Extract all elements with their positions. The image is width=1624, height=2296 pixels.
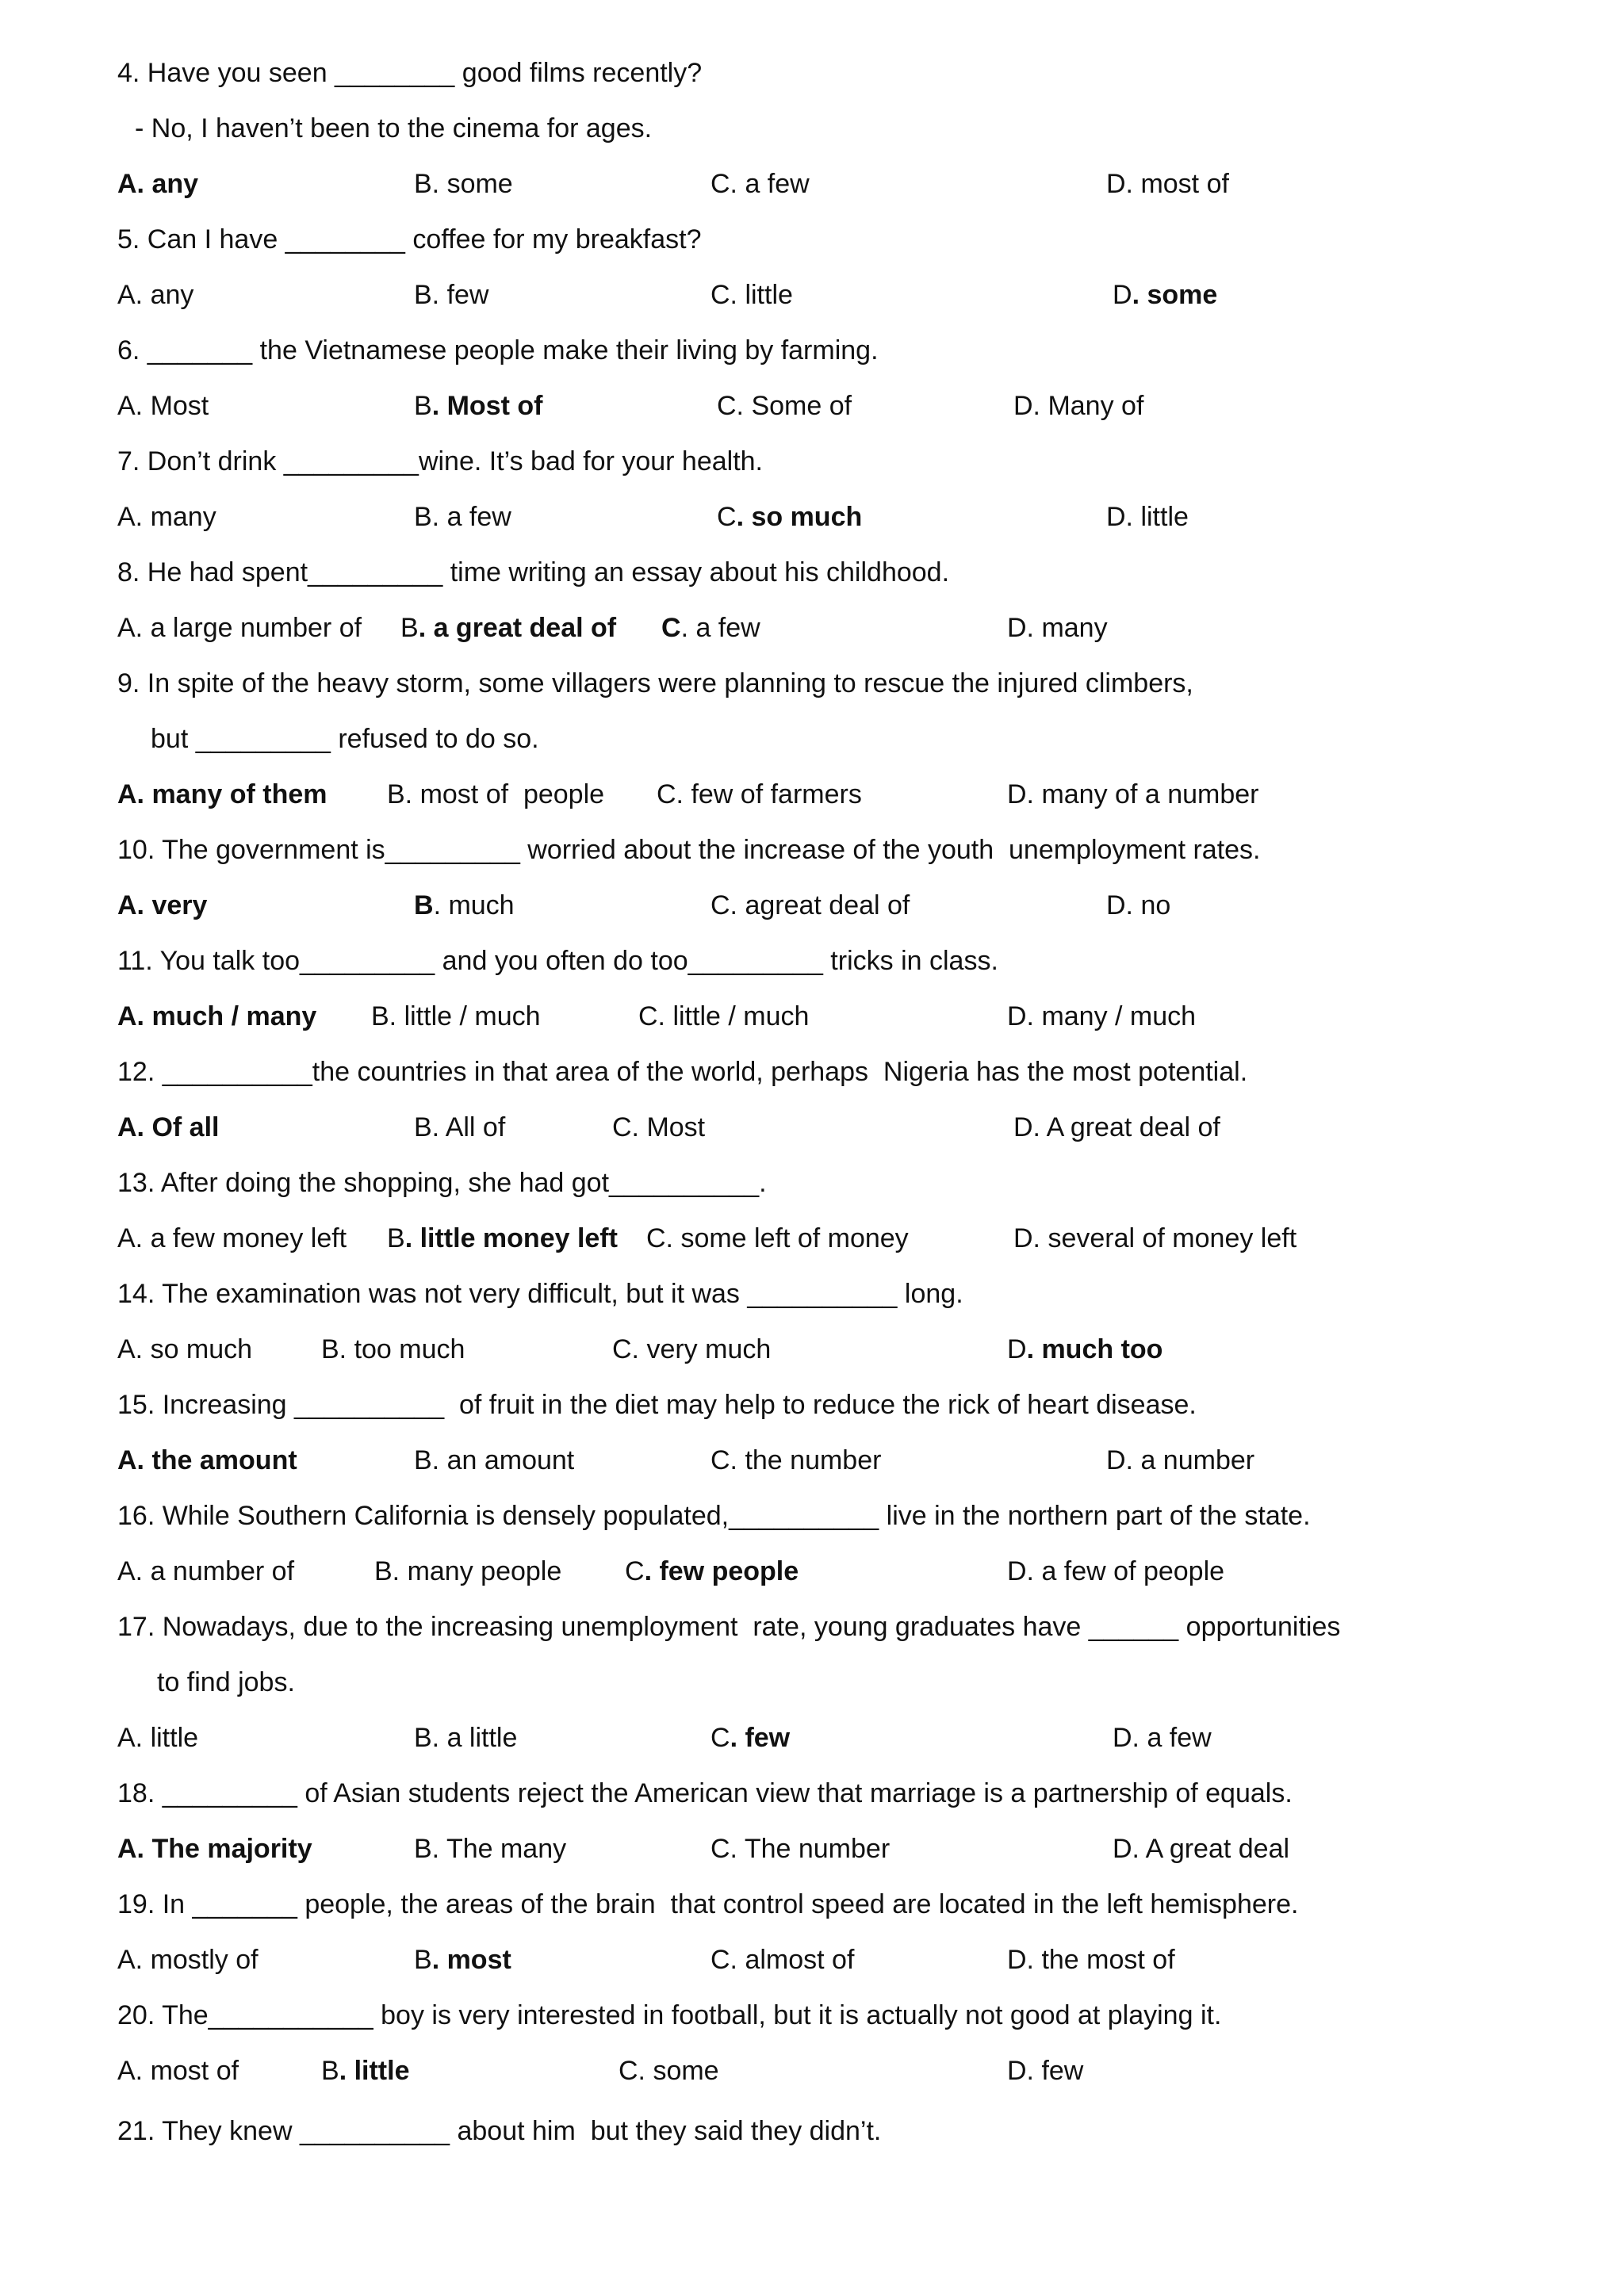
q6-option-b xyxy=(414,388,542,423)
q20-option-c: C. some xyxy=(619,2056,719,2086)
q6-option-a: A. Most xyxy=(117,391,209,421)
q10-option-b-text: . much xyxy=(433,890,515,920)
q8-stem: 8. He had spent_________ time writing an essay about his childhood. xyxy=(117,557,950,587)
q13-option-d: D. several of money left xyxy=(1013,1223,1297,1253)
q13-option-a: A. a few money left xyxy=(117,1223,347,1253)
q12-option-c: C. Most xyxy=(612,1112,706,1142)
q17-option-d: D. a few xyxy=(1113,1723,1212,1753)
q9-stem: 9. In spite of the heavy storm, some villagers were planning to rescue the injured climbers, xyxy=(117,668,1193,698)
q14-option-c: C. very much xyxy=(612,1334,772,1364)
q15-stem: 15. Increasing __________ of fruit in the diet may help to reduce the rick of heart disease. xyxy=(117,1390,1197,1420)
q6-option-b-text: . Most of xyxy=(431,391,543,421)
q18-option-a: A. The majority xyxy=(117,1834,312,1864)
q8-option-c-letter: C xyxy=(661,613,681,643)
q11-stem: 11. You talk too_________ and you often do too_________ tricks in class. xyxy=(117,946,998,976)
q16-option-b: B. many people xyxy=(374,1556,562,1586)
q17-option-c-text: . few xyxy=(730,1723,791,1753)
q6-option-b-letter: B xyxy=(414,391,432,421)
q14-option-d-letter: D xyxy=(1007,1334,1027,1364)
q20-option-a: A. most of xyxy=(117,2056,239,2086)
q20-option-b-letter: B xyxy=(321,2056,339,2086)
q8-option-b-text: . a great deal of xyxy=(418,613,617,643)
q11-option-b: B. little / much xyxy=(371,1001,541,1031)
q19-option-a: A. mostly of xyxy=(117,1945,259,1975)
q11-option-a: A. much / many xyxy=(117,1001,317,1031)
q7-option-d: D. little xyxy=(1106,502,1189,532)
q13-stem: 13. After doing the shopping, she had got__________. xyxy=(117,1168,767,1198)
q16-option-d: D. a few of people xyxy=(1007,1556,1225,1586)
q19-option-b-text: . most xyxy=(431,1945,511,1975)
q20-option-b-text: . little xyxy=(339,2056,410,2086)
q14-option-a: A. so much xyxy=(117,1334,253,1364)
q17-option-c-letter: C xyxy=(710,1723,730,1753)
q12-option-d: D. A great deal of xyxy=(1013,1112,1220,1142)
q20-option-b xyxy=(321,2053,409,2088)
q5-option-d-letter: D xyxy=(1113,280,1132,310)
q17-option-c xyxy=(710,1720,790,1755)
q20-stem: 20. The___________ boy is very interested in football, but it is actually not good at playing it. xyxy=(117,2000,1222,2030)
q16-option-c xyxy=(625,1554,799,1589)
q16-option-a: A. a number of xyxy=(117,1556,295,1586)
q8-option-b-letter: B xyxy=(400,613,419,643)
q4-option-d: D. most of xyxy=(1106,169,1229,199)
q4-stem: 4. Have you seen ________ good films recently? xyxy=(117,58,703,88)
q8-option-c xyxy=(661,610,760,645)
q13-option-c: C. some left of money xyxy=(646,1223,909,1253)
q19-option-b-letter: B xyxy=(414,1945,432,1975)
q5-option-b: B. few xyxy=(414,280,489,310)
q9-option-b: B. most of people xyxy=(387,779,605,809)
q13-option-b-text: . little money left xyxy=(404,1223,618,1253)
q17-stem-continued: to find jobs. xyxy=(157,1667,295,1697)
q15-option-a: A. the amount xyxy=(117,1445,297,1475)
q17-option-b: B. a little xyxy=(414,1723,518,1753)
q5-option-a: A. any xyxy=(117,280,194,310)
q10-option-c: C. agreat deal of xyxy=(710,890,910,920)
q13-option-b-letter: B xyxy=(387,1223,405,1253)
q9-stem-continued: but _________ refused to do so. xyxy=(151,724,539,754)
q17-stem: 17. Nowadays, due to the increasing unemployment rate, young graduates have ______ opportunities xyxy=(117,1612,1341,1642)
q7-option-a: A. many xyxy=(117,502,216,532)
q17-option-a: A. little xyxy=(117,1723,199,1753)
q18-option-b: B. The many xyxy=(414,1834,567,1864)
q8-option-c-text: . a few xyxy=(680,613,760,643)
q16-stem: 16. While Southern California is densely populated,__________ live in the northern part of the state. xyxy=(117,1501,1311,1531)
q11-option-c: C. little / much xyxy=(638,1001,810,1031)
q12-option-a: A. Of all xyxy=(117,1112,220,1142)
q5-stem: 5. Can I have ________ coffee for my breakfast? xyxy=(117,224,702,254)
q8-option-a: A. a large number of xyxy=(117,613,362,643)
q19-option-d: D. the most of xyxy=(1007,1945,1175,1975)
q4-option-a: A. any xyxy=(117,169,199,199)
q21-stem: 21. They knew __________ about him but they said they didn’t. xyxy=(117,2116,882,2146)
q9-option-d: D. many of a number xyxy=(1007,779,1259,809)
q11-option-d: D. many / much xyxy=(1007,1001,1197,1031)
q4-reply: - No, I haven’t been to the cinema for ages. xyxy=(135,113,653,144)
q15-option-d: D. a number xyxy=(1106,1445,1255,1475)
q7-option-c-letter: C xyxy=(717,502,737,532)
q7-stem: 7. Don’t drink _________wine. It’s bad for your health. xyxy=(117,446,764,476)
q6-stem: 6. _______ the Vietnamese people make their living by farming. xyxy=(117,335,879,365)
q9-option-c: C. few of farmers xyxy=(657,779,862,809)
q5-option-c: C. little xyxy=(710,280,793,310)
q10-option-b xyxy=(414,888,515,923)
q18-option-c: C. The number xyxy=(710,1834,891,1864)
q14-option-d-text: . much too xyxy=(1026,1334,1163,1364)
q6-option-c: C. Some of xyxy=(717,391,852,421)
q7-option-b: B. a few xyxy=(414,502,511,532)
q10-option-b-letter: B xyxy=(414,890,434,920)
q10-stem: 10. The government is_________ worried about the increase of the youth unemployment rates. xyxy=(117,835,1261,865)
q6-option-d: D. Many of xyxy=(1013,391,1144,421)
q19-stem: 19. In _______ people, the areas of the brain that control speed are located in the left hemisphere. xyxy=(117,1889,1299,1919)
q14-option-d xyxy=(1007,1332,1162,1367)
q12-option-b: B. All of xyxy=(414,1112,506,1142)
q8-option-d: D. many xyxy=(1007,613,1108,643)
q10-option-d: D. no xyxy=(1106,890,1171,920)
q18-option-d: D. A great deal xyxy=(1113,1834,1290,1864)
q18-stem: 18. _________ of Asian students reject the American view that marriage is a partnership of equals. xyxy=(117,1778,1293,1808)
q8-option-b xyxy=(400,610,616,645)
q4-option-b: B. some xyxy=(414,169,513,199)
q19-option-c: C. almost of xyxy=(710,1945,855,1975)
q7-option-c-text: . so much xyxy=(736,502,863,532)
q16-option-c-text: . few people xyxy=(644,1556,799,1586)
q16-option-c-letter: C xyxy=(625,1556,645,1586)
q5-option-d xyxy=(1113,277,1217,312)
q19-option-b xyxy=(414,1942,511,1977)
q14-option-b: B. too much xyxy=(321,1334,465,1364)
q13-option-b xyxy=(387,1221,618,1256)
q15-option-c: C. the number xyxy=(710,1445,882,1475)
q10-option-a: A. very xyxy=(117,890,208,920)
q7-option-c xyxy=(717,499,862,534)
q20-option-d: D. few xyxy=(1007,2056,1084,2086)
q15-option-b: B. an amount xyxy=(414,1445,575,1475)
q12-stem: 12. __________the countries in that area of the world, perhaps Nigeria has the most potential. xyxy=(117,1057,1248,1087)
q5-option-d-text: . some xyxy=(1132,280,1218,310)
q4-option-c: C. a few xyxy=(710,169,810,199)
q14-stem: 14. The examination was not very difficult, but it was __________ long. xyxy=(117,1279,963,1309)
q9-option-a: A. many of them xyxy=(117,779,327,809)
